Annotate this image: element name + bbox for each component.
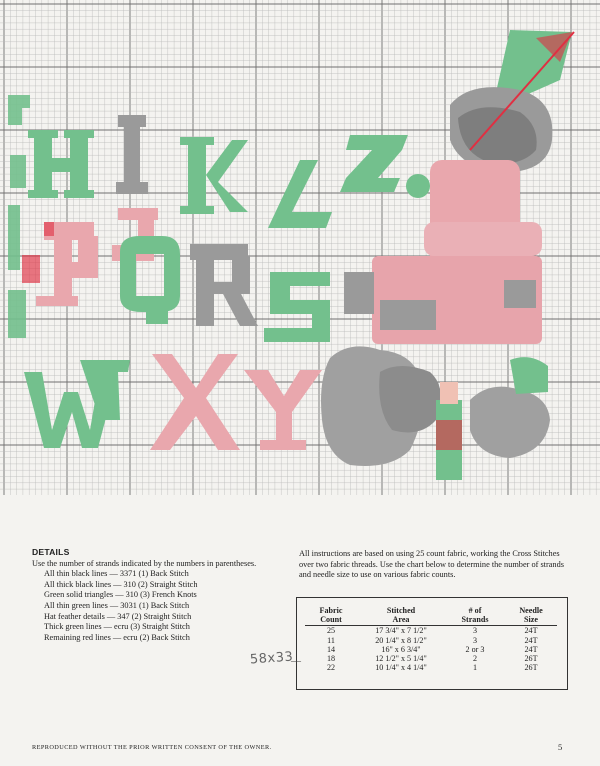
header-stitched-area: Stitched Area: [357, 606, 445, 626]
details-line: All thin green lines — 3031 (1) Back Stitch: [44, 600, 190, 610]
header-strands: # of Strands: [445, 606, 505, 626]
letter-s: [264, 272, 330, 342]
details-line: Green solid triangles — 310 (3) French Knots: [44, 590, 197, 600]
table-cell: 3: [472, 635, 478, 645]
table-cell: 26T: [524, 663, 538, 673]
table-cell: 1: [472, 663, 478, 673]
details-line: Hat feather details — 347 (2) Straight Stitch: [44, 611, 192, 621]
table-row: [305, 626, 557, 636]
handwritten-note: 58x33: [249, 649, 294, 668]
table-cell: 18: [326, 654, 336, 664]
table-cell: 17 3/4" x 7 1/2": [375, 626, 427, 636]
table-row: [305, 654, 557, 663]
table-cell: 2 or 3: [465, 644, 485, 654]
table-row: [305, 636, 557, 645]
details-line: All thick black lines — 310 (2) Straight Stitch: [44, 579, 198, 589]
fabric-instructions: All instructions are based on using 25 count fabric, working the Cross Stitches over two fabric threads. Use the chart below to determine the number of strands and needle size to use on various fabric counts.: [299, 549, 564, 580]
table-cell: 2: [472, 654, 478, 664]
header-needle-size: Needle Size: [505, 606, 557, 626]
table-cell: 24T: [524, 626, 538, 636]
details-intro: Use the number of strands indicated by the numbers in parentheses.: [32, 558, 257, 568]
table-cell: 26T: [524, 654, 538, 664]
page-number: 5: [558, 742, 563, 752]
fabric-table: [305, 606, 557, 672]
table-cell: 24T: [524, 644, 538, 654]
table-cell: 22: [326, 663, 336, 673]
table-cell: 3: [472, 626, 478, 636]
margin-mark: —: [291, 656, 301, 667]
details-heading: DETAILS: [32, 547, 70, 557]
details-list: [32, 569, 294, 643]
table-cell: 25: [326, 626, 336, 636]
table-cell: 11: [327, 635, 335, 645]
details-line: All thin black lines — 3371 (1) Back Stitch: [44, 569, 189, 579]
header-fabric-count: Fabric Count: [305, 606, 357, 626]
table-cell: 14: [326, 644, 336, 654]
table-cell: 12 1/2" x 5 1/4": [375, 654, 427, 664]
table-cell: 20 1/4" x 8 1/2": [375, 635, 427, 645]
table-cell: 16" x 6 3/4": [381, 644, 421, 654]
copyright-footer: REPRODUCED WITHOUT THE PRIOR WRITTEN CONSENT OF THE OWNER.: [32, 744, 272, 751]
table-row: [305, 645, 557, 654]
table-row: [305, 663, 557, 672]
table-cell: 10 1/4" x 4 1/4": [375, 663, 427, 673]
fabric-table-box: [296, 597, 568, 690]
details-section: [32, 547, 294, 643]
details-line: Thick green lines — ecru (3) Straight Stitch: [44, 622, 190, 632]
table-cell: 24T: [524, 635, 538, 645]
details-line: Remaining red lines — ecru (2) Back Stitch: [44, 632, 190, 642]
